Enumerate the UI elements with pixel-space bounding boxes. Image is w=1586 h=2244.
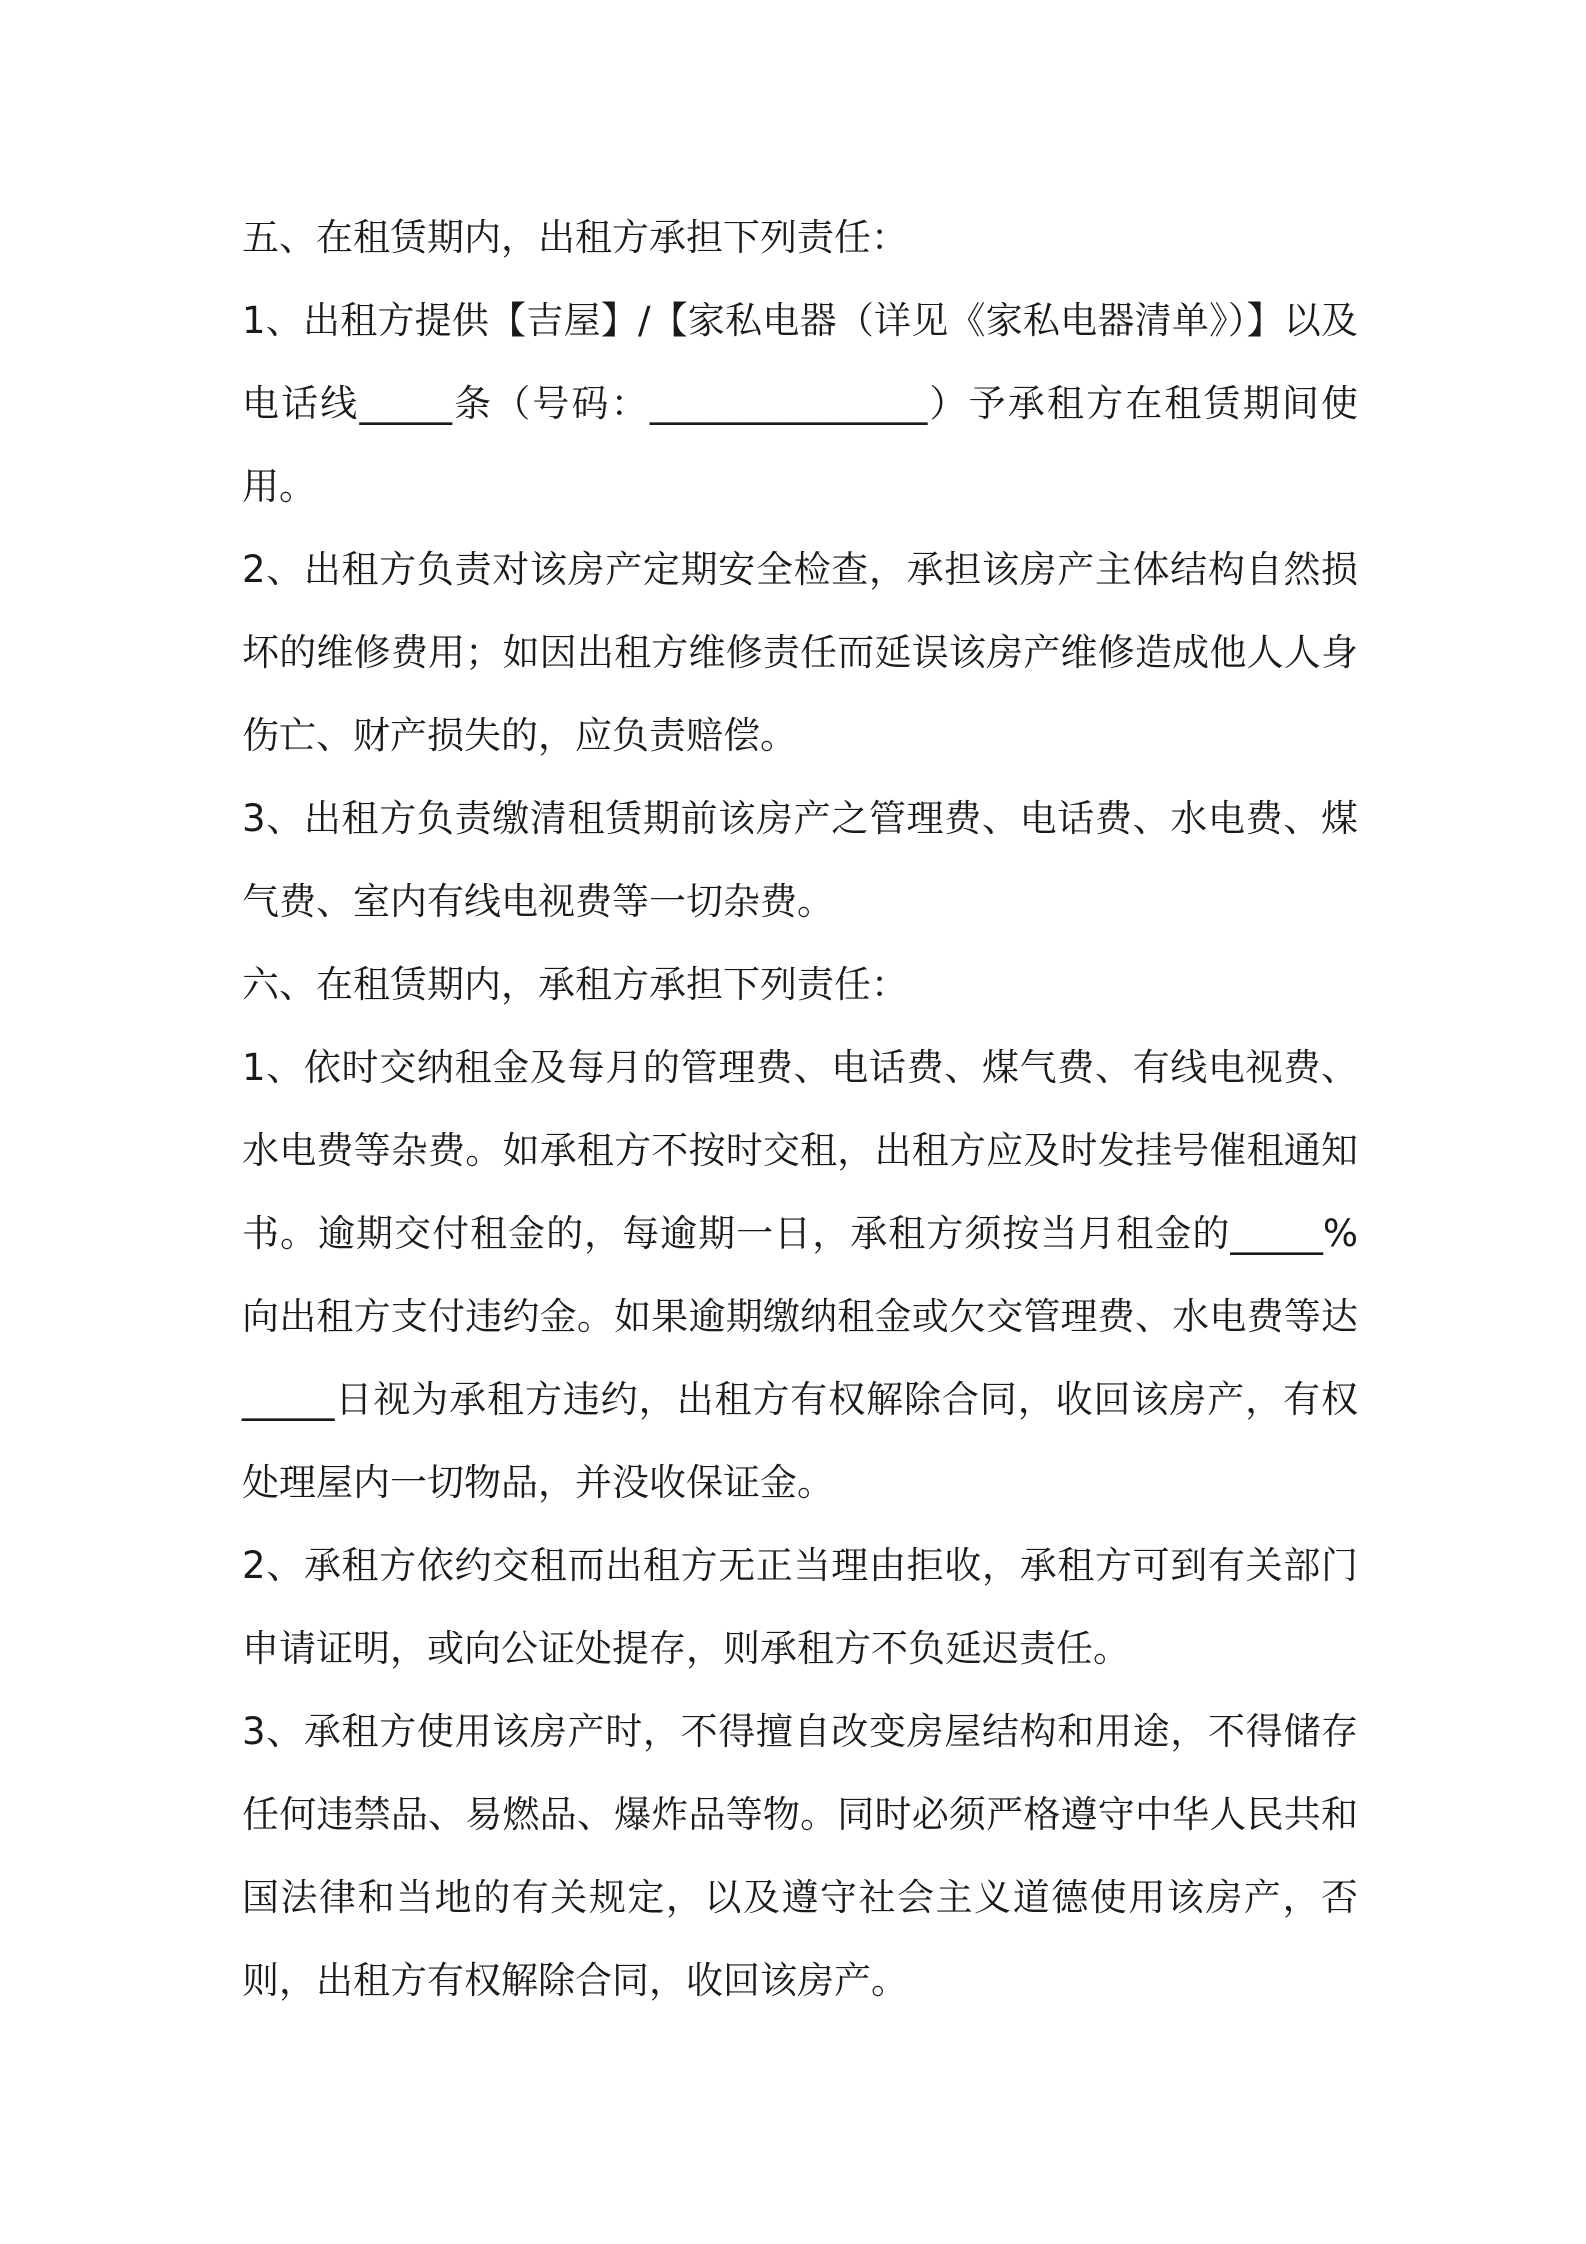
section-heading-lessee-duties: 六、在租赁期内，承租方承担下列责任： bbox=[242, 963, 908, 1006]
section-heading-lessor-duties: 五、在租赁期内，出租方承担下列责任： bbox=[242, 216, 908, 259]
clause-lessor-2: 2、出租方负责对该房产定期安全检查，承担该房产主体结构自然损坏的维修费用；如因出租方维修责任而延误该房产维修造成他人人身伤亡、财产损失的，应负责赔偿。 bbox=[242, 548, 1358, 757]
clause-lessee-2: 2、承租方依约交租而出租方无正当理由拒收，承租方可到有关部门申请证明，或向公证处提存，则承租方不负延迟责任。 bbox=[242, 1544, 1358, 1670]
clause-lessor-1: 1、出租方提供【吉屋】/【家私电器（详见《家私电器清单》）】以及电话线_____条（号码：_______________）予承租方在租赁期间使用。 bbox=[242, 299, 1358, 508]
document-body bbox=[242, 196, 1358, 2022]
clause-lessee-3: 3、承租方使用该房产时，不得擅自改变房屋结构和用途，不得储存任何违禁品、易燃品、爆炸品等物。同时必须严格遵守中华人民共和国法律和当地的有关规定，以及遵守社会主义道德使用该房产，否则，出租方有权解除合同，收回该房产。 bbox=[242, 1710, 1358, 2002]
clause-lessee-1: 1、依时交纳租金及每月的管理费、电话费、煤气费、有线电视费、水电费等杂费。如承租方不按时交租，出租方应及时发挂号催租通知书。逾期交付租金的，每逾期一日，承租方须按当月租金的_____%向出租方支付违约金。如果逾期缴纳租金或欠交管理费、水电费等达_____日视为承租方违约，出租方有权解除合同，收回该房产，有权处理屋内一切物品，并没收保证金。 bbox=[242, 1046, 1358, 1504]
clause-lessor-3: 3、出租方负责缴清租赁期前该房产之管理费、电话费、水电费、煤气费、室内有线电视费等一切杂费。 bbox=[242, 797, 1358, 923]
